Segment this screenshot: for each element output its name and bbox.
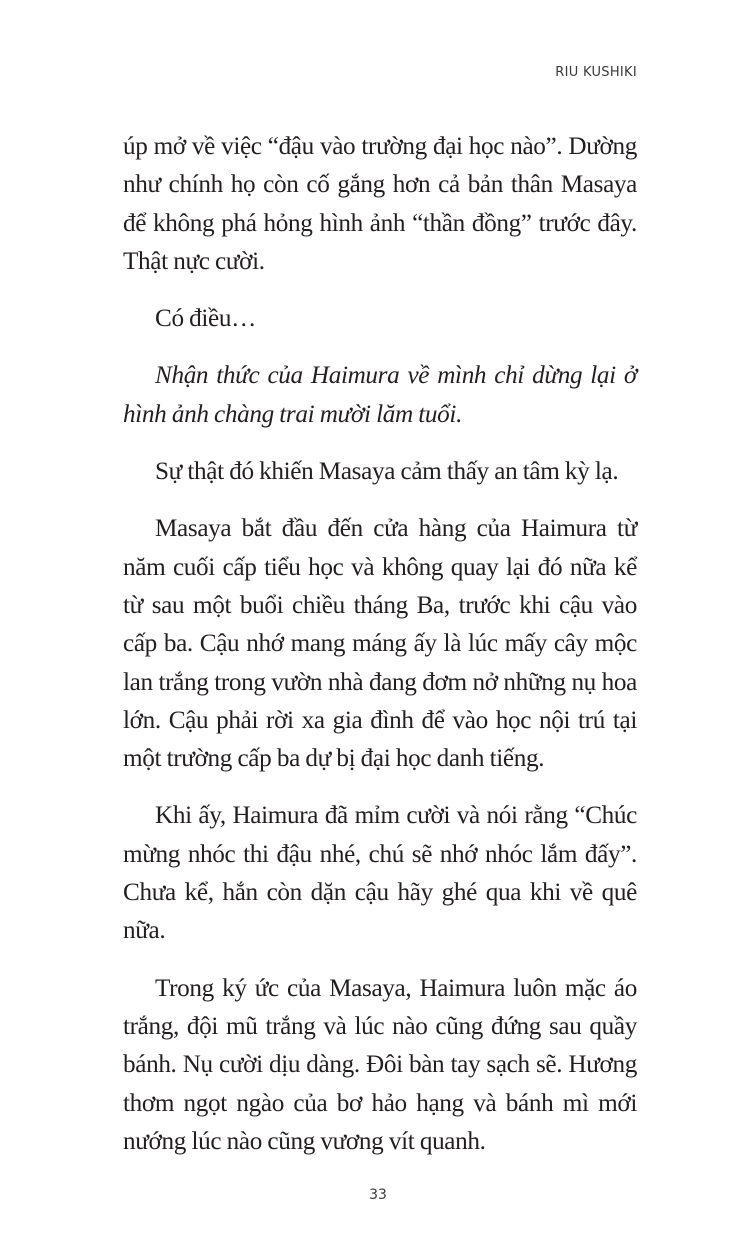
running-head-author: RIU KUSHIKI (555, 65, 637, 80)
paragraph: Khi ấy, Haimura đã mỉm cười và nói rằng “Chúc mừng nhóc thi đậu nhé, chú sẽ nhớ nhóc lắm đấy”. Chưa kể, hắn còn dặn cậu hãy ghé qua khi về quê nữa. (123, 802, 637, 945)
page-number: 33 (369, 1187, 387, 1204)
body-text (123, 128, 637, 1161)
paragraph: Masaya bắt đầu đến cửa hàng của Haimura từ năm cuối cấp tiểu học và không quay lại đó nữa kể từ sau một buổi chiều tháng Ba, trước khi cậu vào cấp ba. Cậu nhớ mang máng ấy là lúc mấy cây mộc lan trắng trong vườn nhà đang đơm nở những nụ hoa lớn. Cậu phải rời xa gia đình để vào học nội trú tại một trường cấp ba dự bị đại học danh tiếng. (123, 515, 637, 773)
paragraph: Trong ký ức của Masaya, Haimura luôn mặc áo trắng, đội mũ trắng và lúc nào cũng đứng sau quầy bánh. Nụ cười dịu dàng. Đôi bàn tay sạch sẽ. Hương thơm ngọt ngào của bơ hảo hạng và bánh mì mới nướng lúc nào cũng vương vít quanh. (123, 974, 637, 1155)
paragraph: Sự thật đó khiến Masaya cảm thấy an tâm kỳ lạ. (155, 458, 619, 486)
paragraph-italic-thought: Nhận thức của Haimura về mình chỉ dừng lại ở hình ảnh chàng trai mười lăm tuổi. (123, 362, 637, 428)
paragraph: Có điều… (155, 305, 256, 333)
paragraph-continuation: úp mở về việc “đậu vào trường đại học nào”. Dường như chính họ còn cố gắng hơn cả bản thân Masaya để không phá hỏng hình ảnh “thần đồng” trước đây. Thật nực cười. (123, 133, 637, 275)
